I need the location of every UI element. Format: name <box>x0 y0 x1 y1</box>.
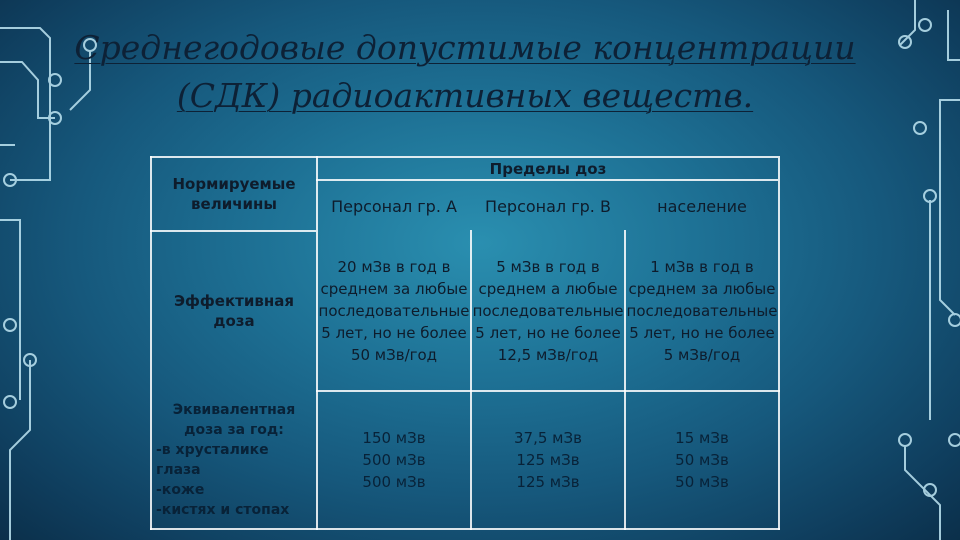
table-border <box>778 156 780 530</box>
dose-value: 50 мЗв <box>675 451 729 469</box>
label-line: Эквивалентная <box>172 402 296 418</box>
dose-value: 125 мЗв <box>516 473 580 491</box>
effective-dose-population: 1 мЗв в год в среднем за любые последовательные 5 лет, но не более 5 мЗв/год <box>626 258 778 364</box>
header-dose-limits: Пределы доз <box>489 160 607 178</box>
row-label-effective-dose: Эффективная доза <box>174 292 294 330</box>
header-normalized-values: Нормируемые величины <box>172 175 296 213</box>
label-line: -кистях и стопах <box>156 502 290 518</box>
column-header-staff-a: Персонал гр. А <box>331 196 457 216</box>
column-header-staff-b: Персонал гр. В <box>485 196 611 216</box>
effective-dose-staff-b: 5 мЗв в год в среднем а любые последовательные 5 лет, но не более 12,5 мЗв/год <box>472 258 624 364</box>
slide-title <box>0 24 930 120</box>
table-border <box>150 528 780 530</box>
label-line: -в хрусталике <box>156 442 269 458</box>
dose-value: 15 мЗв <box>675 429 729 447</box>
equivalent-dose-population <box>626 392 778 528</box>
row-label-equivalent-dose <box>152 392 316 528</box>
label-line: доза за год: <box>184 422 284 438</box>
title-line-1: Среднегодовые допустимые концентрации <box>74 28 856 67</box>
title-line-2: (СДК) радиоактивных веществ. <box>176 76 754 115</box>
dose-value: 500 мЗв <box>362 451 426 469</box>
label-line: -коже <box>156 482 205 498</box>
column-header-population: население <box>657 196 747 216</box>
equivalent-dose-staff-b <box>472 392 624 528</box>
effective-dose-staff-a: 20 мЗв в год в среднем за любые последовательные 5 лет, но не более 50 мЗв/год <box>318 258 470 364</box>
label-line: глаза <box>156 462 201 478</box>
equivalent-dose-staff-a <box>318 392 470 528</box>
dose-value: 125 мЗв <box>516 451 580 469</box>
dose-value: 150 мЗв <box>362 429 426 447</box>
dose-value: 37,5 мЗв <box>514 429 582 447</box>
dose-value: 500 мЗв <box>362 473 426 491</box>
dose-value: 50 мЗв <box>675 473 729 491</box>
